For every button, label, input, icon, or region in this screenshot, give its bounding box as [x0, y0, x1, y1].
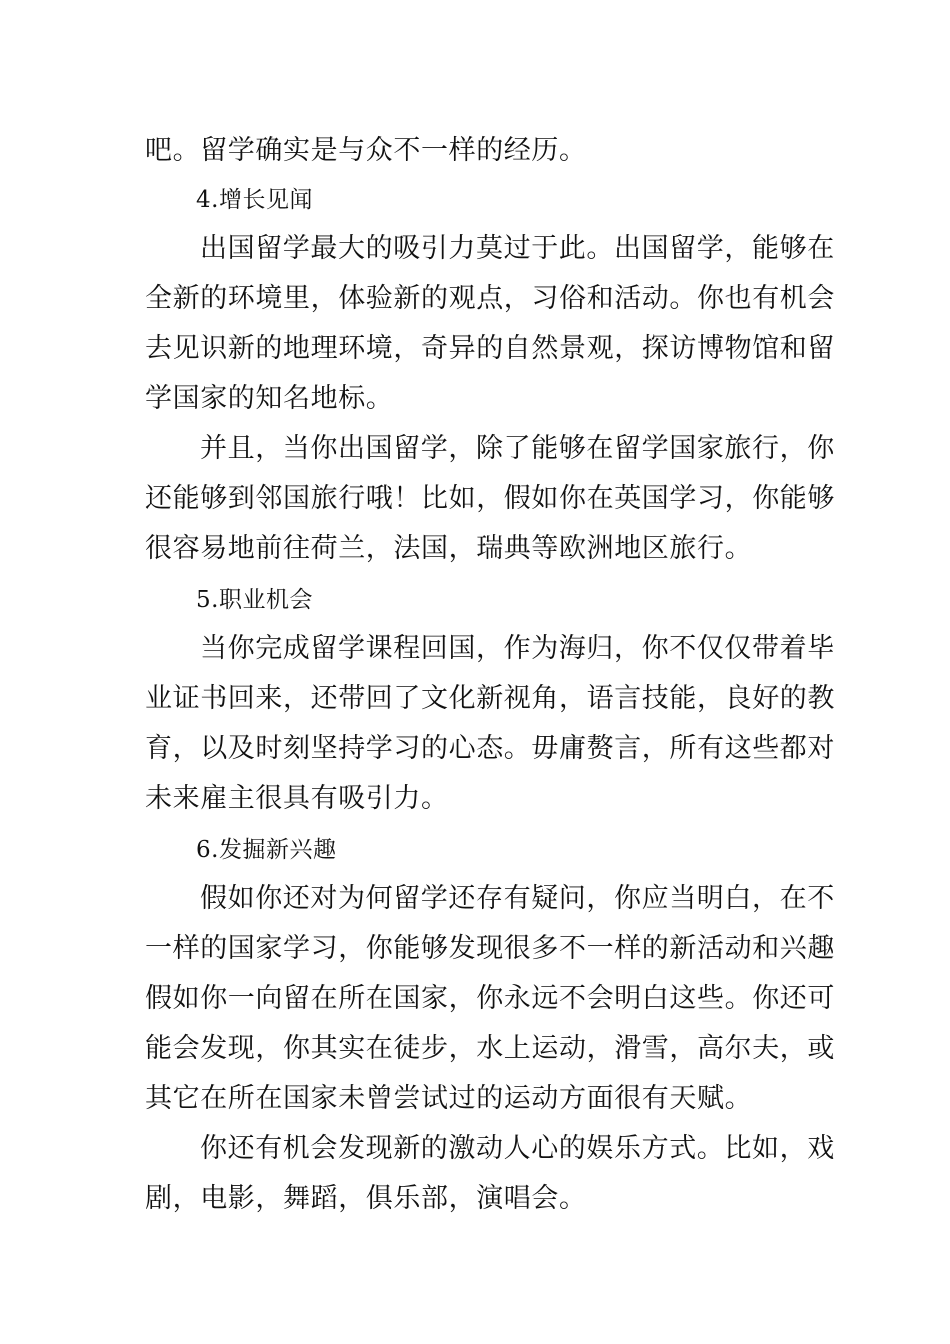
- paragraph-line: 未来雇主很具有吸引力。: [145, 783, 449, 814]
- paragraph-line: 还能够到邻国旅行哦！比如，假如你在英国学习，你能够: [145, 483, 835, 514]
- paragraph-line: 并且，当你出国留学，除了能够在留学国家旅行，你: [200, 433, 835, 464]
- paragraph-line: 能会发现，你其实在徒步，水上运动，滑雪，高尔夫，或: [145, 1033, 835, 1064]
- paragraph-line: 出国留学最大的吸引力莫过于此。出国留学，能够在: [200, 233, 835, 264]
- section-heading-6: 6.发掘新兴趣: [196, 837, 337, 863]
- paragraph-line: 一样的国家学习，你能够发现很多不一样的新活动和兴趣: [145, 933, 835, 964]
- paragraph-line: 你还有机会发现新的激动人心的娱乐方式。比如，戏: [200, 1133, 835, 1164]
- paragraph-line: 假如你一向留在所在国家，你永远不会明白这些。你还可: [145, 983, 835, 1014]
- paragraph-line: 假如你还对为何留学还存有疑问，你应当明白，在不: [200, 883, 835, 914]
- paragraph-line: 育，以及时刻坚持学习的心态。毋庸赘言，所有这些都对: [145, 733, 835, 764]
- paragraph-line: 全新的环境里，体验新的观点，习俗和活动。你也有机会: [145, 283, 835, 314]
- paragraph-line: 业证书回来，还带回了文化新视角，语言技能，良好的教: [145, 683, 835, 714]
- paragraph-line: 吧。留学确实是与众不一样的经历。: [145, 135, 587, 166]
- paragraph-line: 学国家的知名地标。: [145, 383, 394, 414]
- section-heading-5: 5.职业机会: [196, 587, 313, 613]
- paragraph-line: 其它在所在国家未曾尝试过的运动方面很有天赋。: [145, 1083, 753, 1114]
- paragraph-line: 很容易地前往荷兰，法国，瑞典等欧洲地区旅行。: [145, 533, 753, 564]
- paragraph-line: 剧，电影，舞蹈，俱乐部，演唱会。: [145, 1183, 587, 1214]
- paragraph-line: 当你完成留学课程回国，作为海归，你不仅仅带着毕: [200, 633, 835, 664]
- section-heading-4: 4.增长见闻: [196, 187, 313, 213]
- paragraph-line: 去见识新的地理环境，奇异的自然景观，探访博物馆和留: [145, 333, 835, 364]
